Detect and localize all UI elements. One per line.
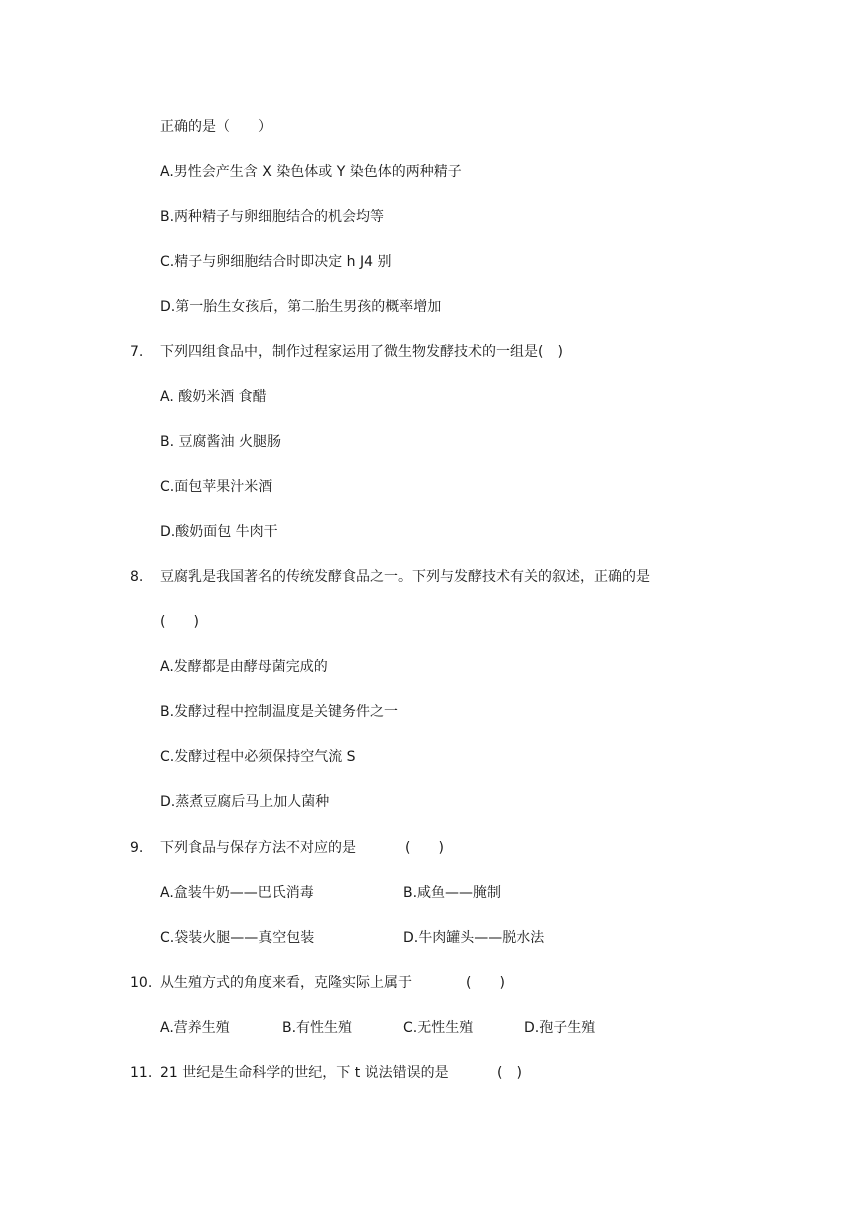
q8-option-a: A.发酵都是由酵母菌完成的 — [160, 659, 328, 675]
q9-number: 9. — [130, 840, 144, 856]
q8-stem-continued: ( ) — [160, 614, 199, 630]
q11-answer-paren: ( ) — [497, 1065, 522, 1081]
q8-option-c: C.发酵过程中必须保持空气流 S — [160, 749, 356, 765]
q10-option-a: A.营养生殖 — [160, 1020, 230, 1036]
q10-number: 10. — [130, 975, 153, 991]
q7-number: 7. — [130, 344, 144, 360]
q9-option-b: B.咸鱼——腌制 — [403, 885, 502, 901]
q8-number: 8. — [130, 569, 144, 585]
q8-option-b: B.发酵过程中控制温度是关键务件之一 — [160, 704, 399, 720]
q7-option-b: B. 豆腐酱油 火腿肠 — [160, 434, 281, 450]
q10-option-c: C.无性生殖 — [403, 1020, 474, 1036]
q6-stem-tail: 正确的是（ ） — [160, 119, 272, 135]
q10-stem: 从生殖方式的角度来看，克隆实际上属于 — [160, 975, 412, 991]
q6-option-b: B.两种精子与卵细胞结合的机会均等 — [160, 209, 385, 225]
q11-stem: 21 世纪是生命科学的世纪，下 t 说法错误的是 — [160, 1065, 449, 1081]
q10-option-d: D.孢子生殖 — [524, 1020, 596, 1036]
q9-option-c: C.袋装火腿——真空包装 — [160, 930, 315, 946]
q7-option-c: C.面包苹果汁米酒 — [160, 479, 273, 495]
q6-option-d: D.第一胎生女孩后，第二胎生男孩的概率增加 — [160, 299, 442, 315]
q10-answer-paren: ( ) — [466, 975, 505, 991]
q6-option-a: A.男性会产生含 X 染色体或 Y 染色体的两种精子 — [160, 164, 462, 180]
q8-option-d: D.蒸煮豆腐后马上加人菌种 — [160, 794, 330, 810]
q8-stem: 豆腐乳是我国著名的传统发酵食品之一。下列与发酵技术有关的叙述，正确的是 — [160, 569, 650, 585]
q6-option-c: C.精子与卵细胞结合时即决定 h J4 别 — [160, 254, 392, 270]
q7-option-d: D.酸奶面包 牛肉干 — [160, 524, 278, 540]
q7-option-a: A. 酸奶米酒 食醋 — [160, 389, 267, 405]
q11-number: 11. — [130, 1065, 153, 1081]
q7-stem: 下列四组食品中，制作过程家运用了微生物发酵技术的一组是( ) — [160, 344, 563, 360]
q9-option-a: A.盒装牛奶——巴氏消毒 — [160, 885, 314, 901]
q9-option-d: D.牛肉罐头——脱水法 — [403, 930, 545, 946]
q10-option-b: B.有性生殖 — [282, 1020, 353, 1036]
q9-stem: 下列食品与保存方法不对应的是 — [160, 840, 356, 856]
q9-answer-paren: ( ) — [405, 840, 444, 856]
